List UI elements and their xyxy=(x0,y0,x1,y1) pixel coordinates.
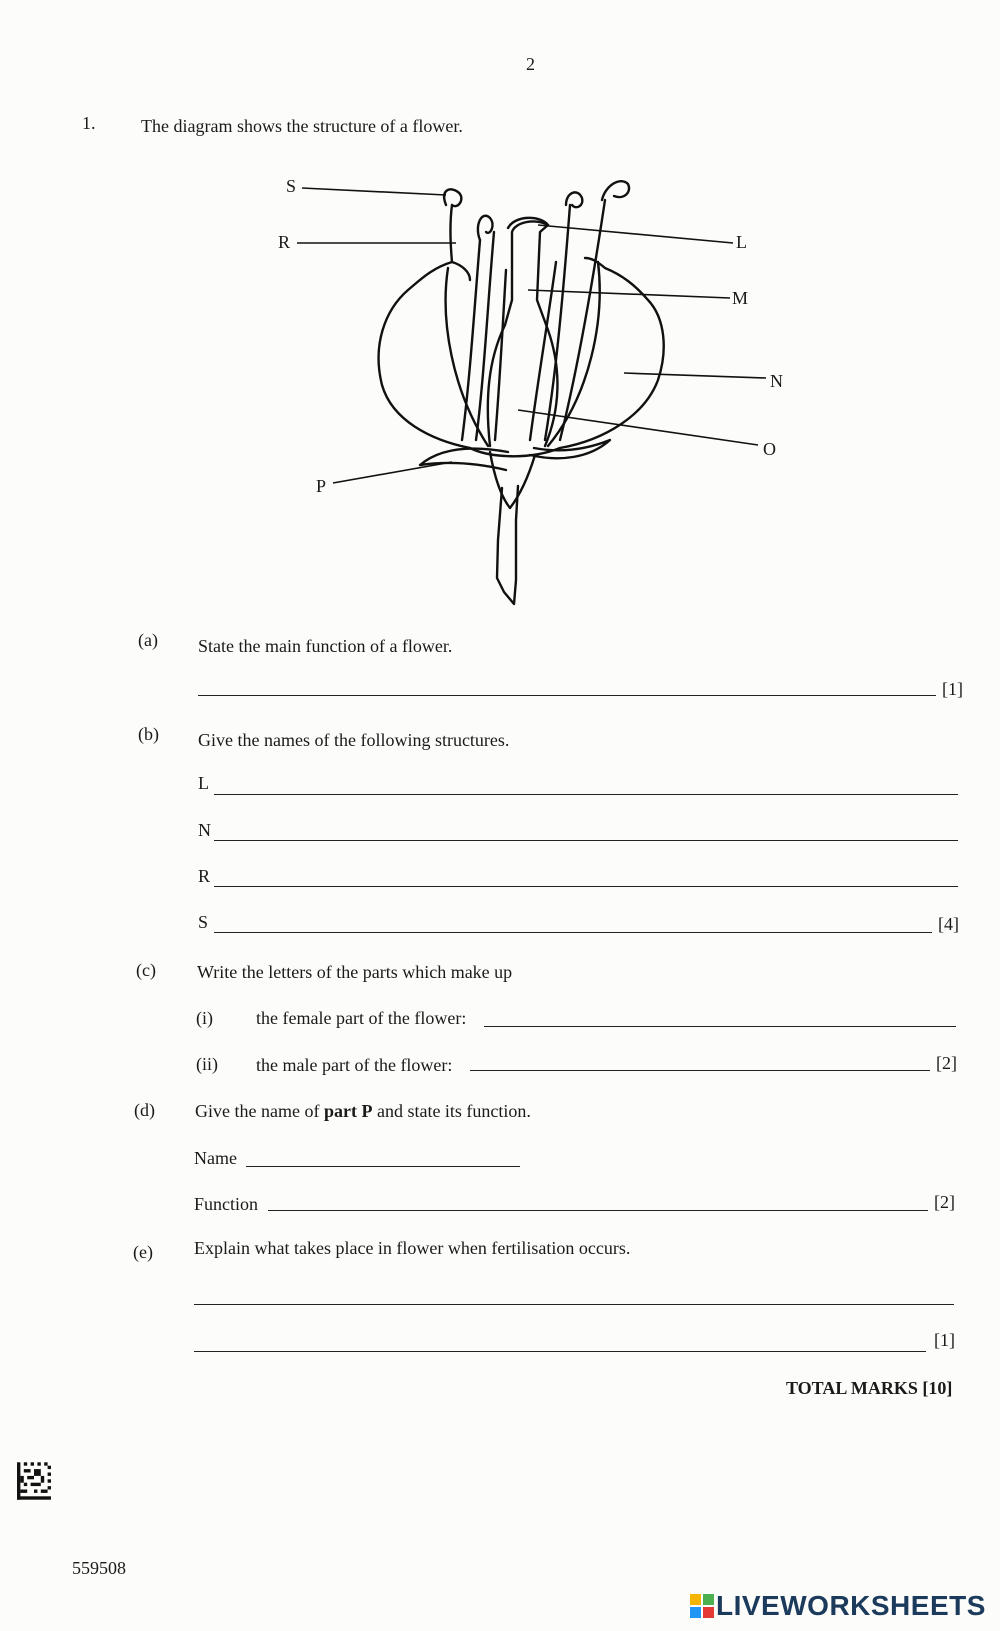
part-d-label: (d) xyxy=(134,1100,155,1120)
answer-line-e-1[interactable] xyxy=(194,1304,954,1305)
item-label-R: R xyxy=(198,866,211,886)
part-e-text: Explain what takes place in flower when fertilisation occurs. xyxy=(194,1238,631,1258)
part-c-ii-label: (ii) xyxy=(196,1054,218,1074)
answer-line-R[interactable] xyxy=(214,886,958,887)
liveworksheets-logo-text: LIVEWORKSHEETS xyxy=(716,1590,986,1621)
question-intro: The diagram shows the structure of a flower. xyxy=(141,116,463,136)
part-d-text-bold: part P xyxy=(323,1101,373,1121)
question-number: 1. xyxy=(82,113,96,133)
part-e-label: (e) xyxy=(133,1242,153,1262)
answer-line-function[interactable] xyxy=(268,1210,928,1211)
answer-line-c-i[interactable] xyxy=(484,1026,956,1027)
part-d-text-before: Give the name of xyxy=(195,1101,324,1121)
part-a-label: (a) xyxy=(138,630,158,650)
part-d-text xyxy=(195,1101,531,1122)
leader-S xyxy=(302,188,446,195)
marks-e: [1] xyxy=(934,1330,955,1350)
anther-left-2 xyxy=(478,216,493,240)
sepal-left xyxy=(420,448,508,470)
function-label: Function xyxy=(194,1194,259,1214)
label-R: R xyxy=(278,232,291,252)
item-label-L: L xyxy=(198,773,209,793)
marks-b: [4] xyxy=(938,914,959,934)
label-M: M xyxy=(732,288,749,308)
answer-line-L[interactable] xyxy=(214,794,958,795)
leader-P xyxy=(333,462,452,483)
answer-line-a[interactable] xyxy=(198,695,936,696)
sepal-mid xyxy=(490,452,535,508)
datamatrix-code xyxy=(17,1462,51,1500)
part-c-text: Write the letters of the parts which make up xyxy=(197,962,513,982)
sepal-right xyxy=(530,440,610,458)
marks-a: [1] xyxy=(942,679,963,699)
footer-code: 559508 xyxy=(72,1558,126,1578)
label-O: O xyxy=(763,439,776,459)
petal-left xyxy=(379,262,470,448)
anther-right-2 xyxy=(602,181,629,200)
item-label-S: S xyxy=(198,912,209,932)
filament-mid-left xyxy=(495,270,506,440)
item-label-N: N xyxy=(198,820,211,840)
label-P: P xyxy=(316,476,327,496)
leader-N xyxy=(624,373,766,378)
liveworksheets-logo xyxy=(690,1590,986,1622)
filament-left-1 xyxy=(451,205,453,262)
answer-line-name[interactable] xyxy=(246,1166,520,1167)
part-b-label: (b) xyxy=(138,724,159,744)
part-c-label: (c) xyxy=(136,960,156,980)
petal-left-inner xyxy=(446,268,488,446)
answer-line-c-ii[interactable] xyxy=(470,1070,930,1071)
total-marks: TOTAL MARKS [10] xyxy=(786,1378,953,1398)
leader-M xyxy=(528,290,730,298)
part-b-text: Give the names of the following structures. xyxy=(198,730,510,750)
page-number: 2 xyxy=(526,54,535,74)
petal-right xyxy=(560,258,664,448)
name-label: Name xyxy=(194,1148,237,1168)
part-d-text-after: and state its function. xyxy=(372,1101,531,1121)
answer-line-e-2[interactable] xyxy=(194,1351,926,1352)
marks-d: [2] xyxy=(934,1192,955,1212)
anther-right-1 xyxy=(566,192,582,207)
answer-line-N[interactable] xyxy=(214,840,958,841)
part-c-i-label: (i) xyxy=(196,1008,213,1028)
label-N: N xyxy=(770,371,783,391)
label-S: S xyxy=(286,176,297,196)
answer-line-S[interactable] xyxy=(214,932,932,933)
anther-left-1 xyxy=(444,189,461,206)
part-c-i-text: the female part of the flower: xyxy=(256,1008,467,1028)
part-c-ii-text: the male part of the flower: xyxy=(256,1055,453,1075)
marks-c: [2] xyxy=(936,1053,957,1073)
part-a-text: State the main function of a flower. xyxy=(198,636,453,656)
flower-diagram xyxy=(0,0,1000,620)
label-L: L xyxy=(736,232,747,252)
liveworksheets-logo-icon xyxy=(690,1594,714,1618)
